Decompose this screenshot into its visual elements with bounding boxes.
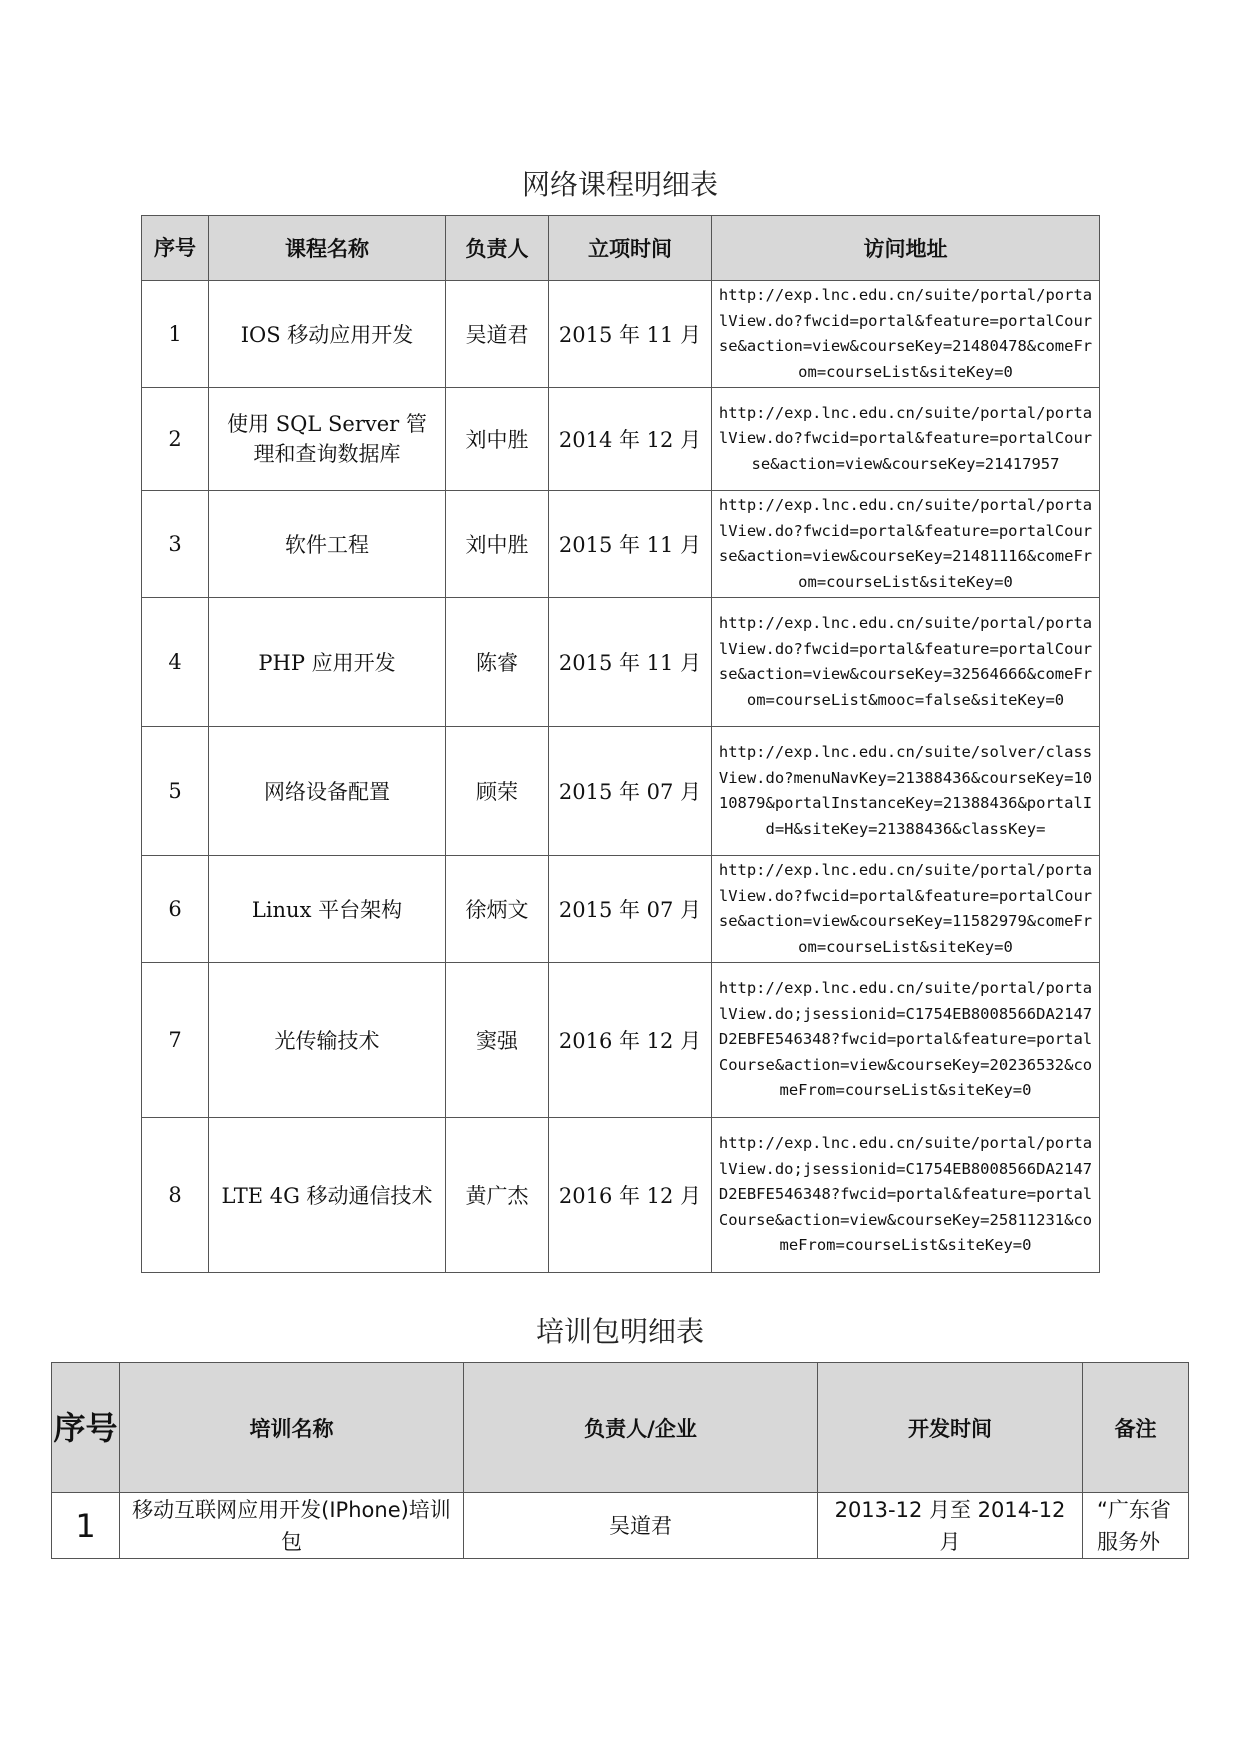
table-row xyxy=(52,1493,1189,1559)
row-url: http://exp.lnc.edu.cn/suite/portal/portalView.do;jsessionid=C1754EB8008566DA2147D2EBFE546348?fwcid=portal&feature=portalCourse&action=view&courseKey=20236532&comeFrom=courseList&siteKey=0 xyxy=(712,963,1100,1118)
row-date: 2016 年 12 月 xyxy=(549,963,712,1118)
row-owner: 徐炳文 xyxy=(446,856,549,963)
row-owner: 刘中胜 xyxy=(446,491,549,598)
course-table-title: 网络课程明细表 xyxy=(521,168,718,201)
row-url: http://exp.lnc.edu.cn/suite/portal/portalView.do?fwcid=portal&feature=portalCourse&action=view&courseKey=21481116&comeFrom=courseList&siteKey=0 xyxy=(712,491,1100,598)
row-course-name: PHP 应用开发 xyxy=(209,598,446,727)
table-row xyxy=(142,491,1100,598)
header-course-name: 课程名称 xyxy=(209,216,446,281)
row-course-name: 光传输技术 xyxy=(209,963,446,1118)
row-owner: 窦强 xyxy=(446,963,549,1118)
row-seq: 6 xyxy=(142,856,209,963)
table-row xyxy=(142,963,1100,1118)
row-course-name: LTE 4G 移动通信技术 xyxy=(209,1118,446,1273)
header-owner-company: 负责人/企业 xyxy=(464,1363,818,1493)
header-seq: 序号 xyxy=(142,216,209,281)
row-url: http://exp.lnc.edu.cn/suite/solver/classView.do?menuNavKey=21388436&courseKey=1010879&portalInstanceKey=21388436&portalId=H&siteKey=21388436&classKey= xyxy=(712,727,1100,856)
table-row xyxy=(142,856,1100,963)
row-url: http://exp.lnc.edu.cn/suite/portal/portalView.do?fwcid=portal&feature=portalCourse&action=view&courseKey=21480478&comeFrom=courseList&siteKey=0 xyxy=(712,281,1100,388)
header-dev-time: 开发时间 xyxy=(818,1363,1083,1493)
table-row xyxy=(142,281,1100,388)
row-owner: 吴道君 xyxy=(446,281,549,388)
row-owner: 陈睿 xyxy=(446,598,549,727)
row-url: http://exp.lnc.edu.cn/suite/portal/portalView.do;jsessionid=C1754EB8008566DA2147D2EBFE546348?fwcid=portal&feature=portalCourse&action=view&courseKey=25811231&comeFrom=courseList&siteKey=0 xyxy=(712,1118,1100,1273)
row-note: “广东省服务外 xyxy=(1083,1493,1189,1559)
table-row xyxy=(142,388,1100,491)
row-date: 2014 年 12 月 xyxy=(549,388,712,491)
training-table xyxy=(51,1362,1189,1559)
row-dev-time: 2013-12 月至 2014-12 月 xyxy=(818,1493,1083,1559)
training-table-title: 培训包明细表 xyxy=(535,1315,704,1348)
course-table-header-row xyxy=(142,216,1100,281)
row-course-name: 使用 SQL Server 管理和查询数据库 xyxy=(209,388,446,491)
table-row xyxy=(142,1118,1100,1273)
header-url: 访问地址 xyxy=(712,216,1100,281)
row-date: 2015 年 07 月 xyxy=(549,856,712,963)
header-note: 备注 xyxy=(1083,1363,1189,1493)
row-course-name: Linux 平台架构 xyxy=(209,856,446,963)
row-owner: 刘中胜 xyxy=(446,388,549,491)
row-date: 2015 年 07 月 xyxy=(549,727,712,856)
header-date: 立项时间 xyxy=(549,216,712,281)
row-date: 2016 年 12 月 xyxy=(549,1118,712,1273)
row-owner: 顾荣 xyxy=(446,727,549,856)
row-training-name: 移动互联网应用开发(IPhone)培训包 xyxy=(120,1493,464,1559)
row-url: http://exp.lnc.edu.cn/suite/portal/portalView.do?fwcid=portal&feature=portalCourse&action=view&courseKey=21417957 xyxy=(712,388,1100,491)
row-course-name: IOS 移动应用开发 xyxy=(209,281,446,388)
row-seq: 7 xyxy=(142,963,209,1118)
row-seq: 1 xyxy=(52,1493,120,1559)
row-seq: 8 xyxy=(142,1118,209,1273)
table-row xyxy=(142,727,1100,856)
row-course-name: 软件工程 xyxy=(209,491,446,598)
row-seq: 5 xyxy=(142,727,209,856)
row-seq: 4 xyxy=(142,598,209,727)
row-url: http://exp.lnc.edu.cn/suite/portal/portalView.do?fwcid=portal&feature=portalCourse&action=view&courseKey=32564666&comeFrom=courseList&mooc=false&siteKey=0 xyxy=(712,598,1100,727)
header-training-name: 培训名称 xyxy=(120,1363,464,1493)
header-seq: 序号 xyxy=(52,1363,120,1493)
row-date: 2015 年 11 月 xyxy=(549,491,712,598)
row-seq: 2 xyxy=(142,388,209,491)
row-owner: 黄广杰 xyxy=(446,1118,549,1273)
training-table-header-row xyxy=(52,1363,1189,1493)
header-owner: 负责人 xyxy=(446,216,549,281)
row-seq: 1 xyxy=(142,281,209,388)
row-course-name: 网络设备配置 xyxy=(209,727,446,856)
row-date: 2015 年 11 月 xyxy=(549,281,712,388)
row-seq: 3 xyxy=(142,491,209,598)
row-date: 2015 年 11 月 xyxy=(549,598,712,727)
row-owner: 吴道君 xyxy=(464,1493,818,1559)
course-table xyxy=(141,215,1100,1273)
row-url: http://exp.lnc.edu.cn/suite/portal/portalView.do?fwcid=portal&feature=portalCourse&action=view&courseKey=11582979&comeFrom=courseList&siteKey=0 xyxy=(712,856,1100,963)
table-row xyxy=(142,598,1100,727)
